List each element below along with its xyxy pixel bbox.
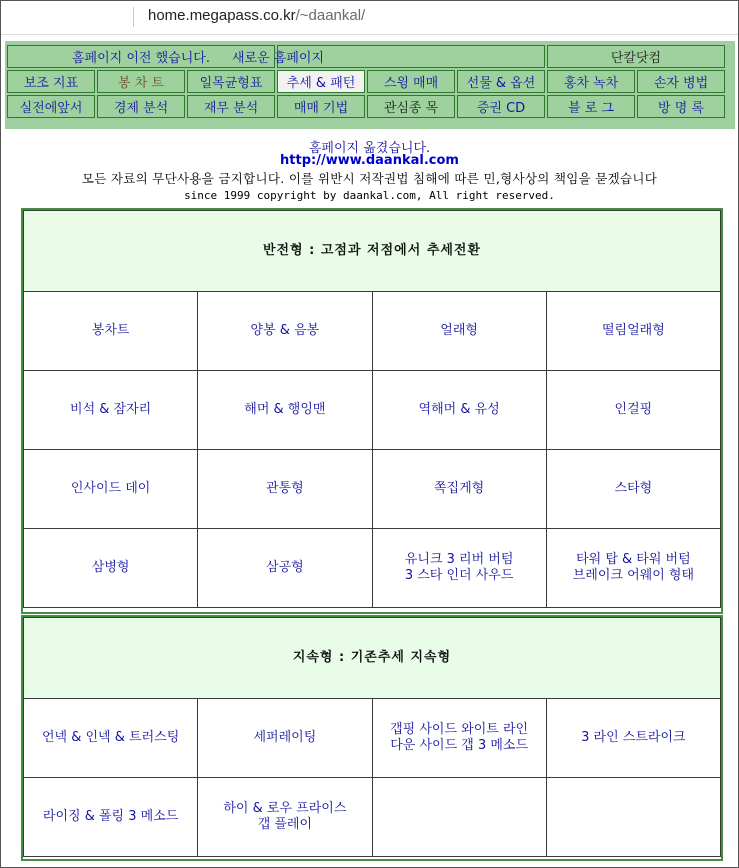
- nav-item-row3-0[interactable]: 실전에앞서: [7, 95, 95, 118]
- continuation-patterns-box: [21, 615, 723, 861]
- pattern-link: 라이징 & 폴링 3 메소드: [42, 809, 179, 824]
- pattern-link-line: 갭 플레이: [257, 817, 313, 832]
- reversal-cell[interactable]: [24, 529, 198, 608]
- reversal-patterns-box: [21, 208, 723, 614]
- continuation-cell: [546, 778, 720, 857]
- nav-row-3: [7, 95, 725, 118]
- reversal-heading-row: [24, 211, 721, 292]
- reversal-cell[interactable]: [372, 529, 546, 608]
- url-domain: home.megapass.co.kr: [148, 7, 296, 24]
- pattern-link: 떨림얼래형: [601, 323, 665, 338]
- continuation-cell[interactable]: [372, 699, 546, 778]
- pattern-link: 쪽집게형: [434, 481, 485, 496]
- copyright-since: since 1999 copyright by daankal.com, All right reserved.: [184, 189, 555, 202]
- pattern-link: 얼래형: [440, 323, 478, 338]
- pattern-link-line: 타워 탑 & 타워 버텀: [576, 552, 691, 567]
- pattern-link: 언넥 & 인넥 & 트러스팅: [41, 730, 180, 745]
- reversal-cell[interactable]: [372, 450, 546, 529]
- nav-item-row2-1[interactable]: 봉 차 트: [97, 70, 185, 93]
- pattern-link: 봉차트: [91, 323, 130, 338]
- nav-item-row2-3[interactable]: 추세 & 패턴: [277, 70, 365, 93]
- reversal-cell[interactable]: [546, 529, 720, 608]
- continuation-heading: 지속형 : 기존추세 지속형: [24, 618, 721, 699]
- reversal-cell[interactable]: [198, 371, 372, 450]
- continuation-row: [24, 778, 721, 857]
- reversal-patterns-table: [23, 210, 721, 608]
- reversal-cell[interactable]: [24, 371, 198, 450]
- pattern-link: 관통형: [266, 481, 304, 496]
- pattern-link-line: 하이 & 로우 프라이스: [223, 801, 347, 816]
- pattern-link-line: 유니크 3 리버 버텀: [404, 552, 514, 567]
- pattern-link-line: 3 스타 인더 사우드: [404, 568, 514, 583]
- reversal-heading: 반전형 : 고점과 저점에서 추세전환: [24, 211, 721, 292]
- continuation-row: [24, 699, 721, 778]
- nav-item-row3-7[interactable]: 방 명 록: [637, 95, 725, 118]
- reversal-row: [24, 529, 721, 608]
- pattern-link: 인걸핑: [614, 402, 653, 417]
- nav-item-row2-7[interactable]: 손자 병법: [637, 70, 725, 93]
- continuation-heading-row: [24, 618, 721, 699]
- nav-item-row3-1[interactable]: 경제 분석: [97, 95, 185, 118]
- reversal-cell[interactable]: [24, 292, 198, 371]
- reversal-cell[interactable]: [198, 450, 372, 529]
- nav-row-top: [7, 45, 725, 68]
- continuation-cell[interactable]: [546, 699, 720, 778]
- reversal-cell[interactable]: [24, 450, 198, 529]
- nav-item-row3-5[interactable]: 증권 CD: [457, 95, 545, 118]
- nav-row-2: [7, 70, 725, 93]
- pattern-link: 해머 & 행잉맨: [244, 402, 326, 417]
- nav-item-row3-3[interactable]: 매매 기법: [277, 95, 365, 118]
- pattern-link-line: 브레이크 어웨이 형태: [572, 568, 695, 583]
- top-navigation: [5, 41, 735, 129]
- reversal-cell[interactable]: [372, 292, 546, 371]
- brand-link[interactable]: 단칼닷컴: [547, 45, 725, 68]
- pattern-link: 양봉 & 음봉: [250, 323, 320, 338]
- reversal-row: [24, 450, 721, 529]
- continuation-patterns-table: [23, 617, 721, 857]
- continuation-cell[interactable]: [198, 699, 372, 778]
- browser-address-bar[interactable]: [1, 1, 738, 35]
- reversal-cell[interactable]: [372, 371, 546, 450]
- reversal-row: [24, 371, 721, 450]
- reversal-cell[interactable]: [546, 450, 720, 529]
- pattern-link: 인사이드 데이: [70, 481, 151, 496]
- continuation-cell[interactable]: [24, 778, 198, 857]
- nav-item-row3-6[interactable]: 블 로 그: [547, 95, 635, 118]
- continuation-cell[interactable]: [24, 699, 198, 778]
- pattern-link: 스타형: [614, 481, 653, 496]
- reversal-row: [24, 292, 721, 371]
- moved-notice-link[interactable]: 홈페이지 이전 했습니다.: [7, 45, 275, 68]
- address-bar-separator: [133, 7, 134, 27]
- nav-item-row3-4[interactable]: 관심종 목: [367, 95, 455, 118]
- continuation-cell[interactable]: [198, 778, 372, 857]
- pattern-link: 비석 & 잠자리: [70, 402, 152, 417]
- reversal-cell[interactable]: [198, 529, 372, 608]
- pattern-link-line: 갭핑 사이드 와이트 라인: [390, 722, 529, 737]
- new-homepage-label: 새로운 홈페이지: [232, 51, 325, 66]
- nav-item-row3-2[interactable]: 재무 분석: [187, 95, 275, 118]
- pattern-link: 삼공형: [266, 560, 304, 575]
- reversal-cell[interactable]: [198, 292, 372, 371]
- reversal-cell[interactable]: [546, 292, 720, 371]
- new-url-link[interactable]: http://www.daankal.com: [280, 153, 459, 168]
- pattern-link: 3 라인 스트라이크: [581, 730, 686, 745]
- nav-item-row2-6[interactable]: 홍차 녹차: [547, 70, 635, 93]
- address-url[interactable]: [148, 7, 365, 24]
- pattern-link-line: 다운 사이드 갭 3 메소드: [390, 738, 529, 753]
- nav-item-row2-2[interactable]: 일목균형표: [187, 70, 275, 93]
- new-homepage-link[interactable]: [232, 45, 545, 68]
- url-path: /~daankal/: [295, 7, 366, 24]
- pattern-link: 세퍼레이팅: [253, 730, 317, 745]
- pattern-link: 역해머 & 유성: [418, 402, 500, 417]
- moved-notice: 홈페이지 옮겼습니다.: [308, 141, 431, 156]
- nav-table: [5, 43, 727, 120]
- continuation-cell: [372, 778, 546, 857]
- nav-item-row2-4[interactable]: 스윙 매매: [367, 70, 455, 93]
- nav-item-row2-0[interactable]: 보조 지표: [7, 70, 95, 93]
- nav-item-row2-5[interactable]: 선물 & 옵션: [457, 70, 545, 93]
- pattern-link: 삼병형: [91, 560, 130, 575]
- address-bar-divider: [1, 34, 738, 35]
- reversal-cell[interactable]: [546, 371, 720, 450]
- copyright-warning: 모든 자료의 무단사용을 금지합니다. 이를 위반시 저작권법 침해에 따른 민,형사상의 책임을 묻겠습니다: [81, 171, 658, 186]
